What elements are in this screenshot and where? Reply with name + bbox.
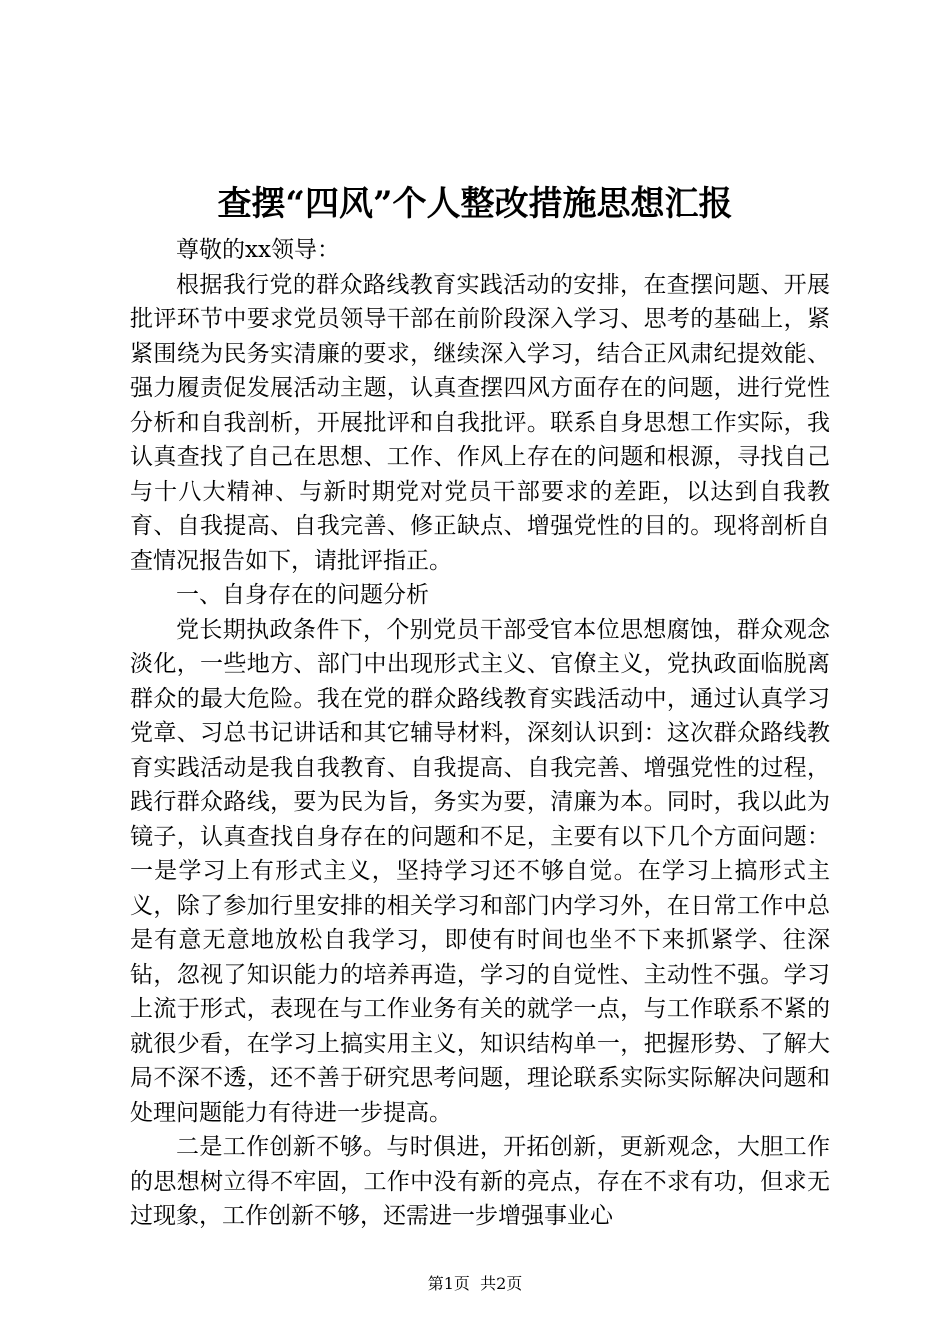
innovation-paragraph: 二是工作创新不够。与时俱进，开拓创新，更新观念，大胆工作的思想树立得不牢固，工作中没有新的亮点，存在不求有功，但求无过现象，工作创新不够，还需进一步增强事业心 <box>130 1134 830 1229</box>
document-title: 查摆“四风”个人整改措施思想汇报 <box>217 184 733 224</box>
analysis-paragraph: 党长期执政条件下，个别党员干部受官本位思想腐蚀，群众观念淡化，一些地方、部门中出现形式主义、官僚主义，党执政面临脱离群众的最大危险。我在党的群众路线教育实践活动中，通过认真学习党章、习总书记讲话和其它辅导材料，深刻认识到：这次群众路线教育实践活动是我自我教育、自我提高、自我完善、增强党性的过程，践行群众路线，要为民为旨，务实为要，清廉为本。同时，我以此为镜子，认真查找自身存在的问题和不足，主要有以下几个方面问题：一是学习上有形式主义，坚持学习还不够自觉。在学习上搞形式主义，除了参加行里安排的相关学习和部门内学习外，在日常工作中总是有意无意地放松自我学习，即使有时间也坐不下来抓紧学、往深钻，忽视了知识能力的培养再造，学习的自觉性、主动性不强。学习上流于形式，表现在与工作业务有关的就学一点，与工作联系不紧的就很少看，在学习上搞实用主义，知识结构单一，把握形势、了解大局不深不透，还不善于研究思考问题，理论联系实际实际解决问题和处理问题能力有待进一步提高。 <box>130 616 830 1126</box>
salutation-paragraph: 尊敬的xx领导： <box>176 237 340 263</box>
page-number-footer: 第1页 共2页 <box>427 1274 523 1293</box>
document-body <box>130 233 830 1234</box>
section-heading: 一、自身存在的问题分析 <box>176 582 429 608</box>
intro-paragraph: 根据我行党的群众路线教育实践活动的安排，在查摆问题、开展批评环节中要求党员领导干部在前阶段深入学习、思考的基础上，紧紧围绕为民务实清廉的要求，继续深入学习，结合正风肃纪提效能、强力履责促发展活动主题，认真查摆四风方面存在的问题，进行党性分析和自我剖析，开展批评和自我批评。联系自身思想工作实际，我认真查找了自己在思想、工作、作风上存在的问题和根源，寻找自己与十八大精神、与新时期党对党员干部要求的差距，以达到自我教育、自我提高、自我完善、修正缺点、增强党性的目的。现将剖析自查情况报告如下，请批评指正。 <box>130 271 830 574</box>
